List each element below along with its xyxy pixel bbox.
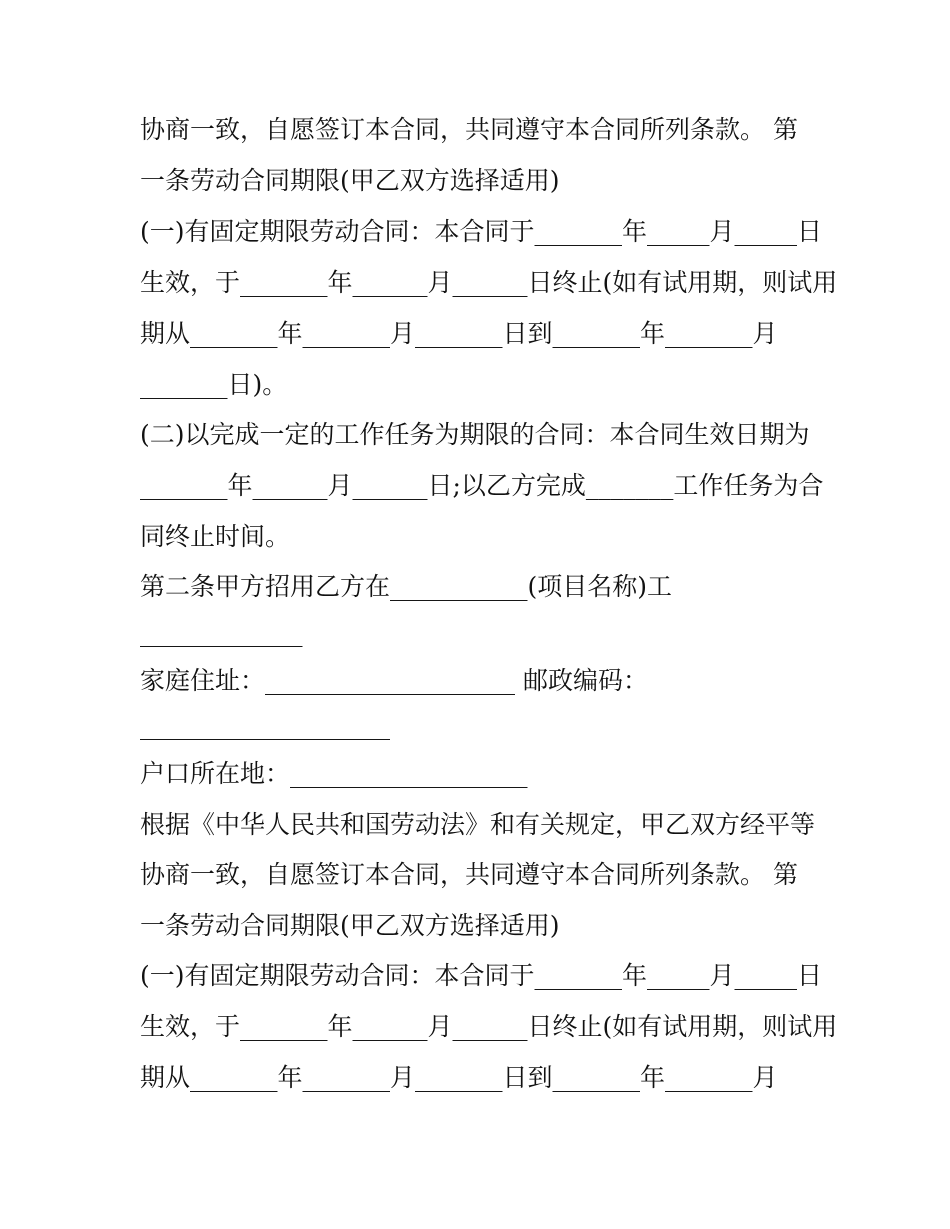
text-line: 家庭住址：____________________ 邮政编码： (140, 666, 648, 695)
text-line: 协商一致，自愿签订本合同，共同遵守本合同所列条款。 第 (140, 860, 798, 889)
text-line: (一)有固定期限劳动合同：本合同于_______年_____月_____日 (140, 961, 823, 990)
text-line: 协商一致，自愿签订本合同，共同遵守本合同所列条款。 第 (140, 115, 798, 144)
text-line: _______年______月______日;以乙方完成_______工作任务为合 (140, 471, 824, 500)
text-line: 根据《中华人民共和国劳动法》和有关规定，甲乙双方经平等 (140, 810, 816, 839)
text-line: 一条劳动合同期限(甲乙双方选择适用) (140, 166, 560, 195)
text-line: 第二条甲方招用乙方在___________(项目名称)工 (140, 572, 673, 601)
text-line: 生效，于_______年______月______日终止(如有试用期，则试用 (140, 1012, 838, 1041)
text-line: 期从_______年_______月_______日到_______年_______月 (140, 1063, 778, 1092)
text-line: 生效，于_______年______月______日终止(如有试用期，则试用 (140, 268, 838, 297)
text-line: 户口所在地：___________________ (140, 759, 528, 788)
text-line: 期从_______年_______月_______日到_______年_______月 (140, 319, 778, 348)
text-line: (二)以完成一定的工作任务为期限的合同：本合同生效日期为 (140, 420, 810, 449)
text-line: _____________ (140, 618, 303, 647)
text-line: _______日)。 (140, 370, 288, 399)
text-line: (一)有固定期限劳动合同：本合同于_______年_____月_____日 (140, 217, 823, 246)
text-line: ____________________ (140, 711, 390, 740)
text-line: 同终止时间。 (140, 522, 291, 551)
text-line: 一条劳动合同期限(甲乙双方选择适用) (140, 911, 560, 940)
